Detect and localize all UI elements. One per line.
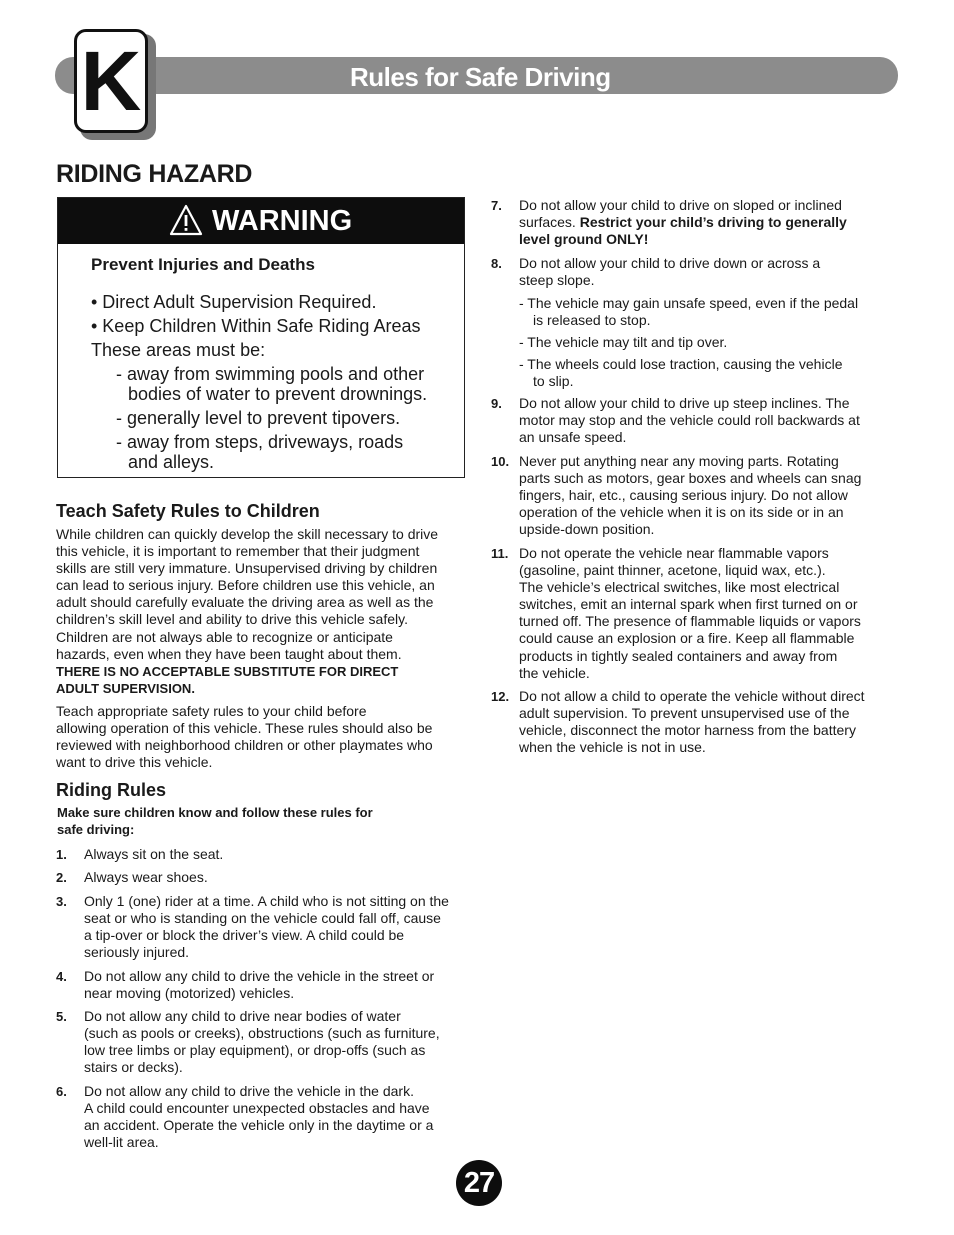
rule-text: [84, 893, 449, 961]
rule-text: [84, 968, 434, 1002]
rule-subitem: [519, 356, 842, 390]
rule-number: 1.: [56, 847, 67, 862]
rule-text: [84, 1083, 433, 1151]
text-line: seat or who is standing on the vehicle could fall off, cause: [84, 910, 441, 927]
text-line: well-lit area.: [84, 1134, 159, 1151]
text-line: switches, emit an internal spark when first turned on or: [519, 596, 858, 613]
warning-areas-intro: These areas must be:: [91, 340, 266, 360]
text-line: is released to stop.: [533, 312, 651, 329]
text-line: children’s skill level and ability to drive this vehicle safely.: [56, 611, 408, 628]
text-line: Do not allow your child to drive up steep inclines. The: [519, 395, 850, 411]
text-line: can lead to serious injury. Before children use this vehicle, an: [56, 577, 435, 594]
rule-number: 6.: [56, 1084, 67, 1099]
teach-heading: Teach Safety Rules to Children: [56, 501, 320, 521]
rule-number: 11.: [491, 546, 509, 561]
warning-area-line: - away from steps, driveways, roads: [116, 432, 404, 452]
text-line: this vehicle, it is important to remember that their judgment: [56, 543, 420, 560]
rule-subitem: [519, 295, 858, 329]
section-letter-tab: K: [74, 29, 148, 133]
rule-text: [519, 197, 847, 248]
teach-paragraph: [56, 526, 438, 663]
teach-paragraph-2: [56, 703, 433, 771]
warning-triangle-icon: [169, 204, 203, 236]
rule-number: 2.: [56, 870, 67, 885]
rule-number: 10.: [491, 454, 510, 469]
page-title: Rules for Safe Driving: [350, 62, 611, 92]
warning-label: WARNING: [212, 205, 353, 237]
warning-subtitle: Prevent Injuries and Deaths: [91, 255, 315, 274]
text-line: steep slope.: [519, 272, 595, 289]
text-line: could cause an explosion or a fire. Keep all flammable: [519, 630, 855, 647]
rule-number: 9.: [491, 396, 502, 411]
text-line: Teach appropriate safety rules to your child before: [56, 703, 367, 719]
warning-bullet: • Direct Adult Supervision Required.: [91, 292, 377, 312]
warning-area-line: - generally level to prevent tipovers.: [116, 408, 401, 428]
text-line: Do not allow any child to drive near bodies of water: [84, 1008, 401, 1024]
supervision-notice: [56, 663, 398, 697]
rule-text: [84, 1008, 440, 1076]
text-line: operation of the vehicle when it is on its side or in an: [519, 504, 844, 521]
text-line: - The wheels could lose traction, causing the vehicle: [519, 356, 843, 372]
text-line: skills are still very immature. Unsupervised driving by children: [56, 560, 438, 577]
rule-text: [84, 869, 208, 886]
warning-bullet: • Keep Children Within Safe Riding Areas: [91, 316, 421, 336]
text-line: A child could encounter unexpected obstacles and have: [84, 1100, 430, 1117]
rule-text: [519, 453, 861, 538]
text-line: Children are not always able to recognize or anticipate: [56, 628, 393, 645]
text-line: Never put anything near any moving parts. Rotating: [519, 453, 839, 469]
text-line: want to drive this vehicle.: [56, 754, 213, 771]
text-line: parts such as motors, gear boxes and wheels can snag: [519, 470, 862, 487]
page-number: 27: [456, 1160, 502, 1206]
text-line: Do not allow any child to drive the vehicle in the dark.: [84, 1083, 414, 1099]
text-line: - The vehicle may tilt and tip over.: [519, 334, 728, 350]
text-line: Make sure children know and follow these rules for: [57, 805, 373, 820]
text-line: [519, 214, 847, 231]
text-line: stairs or decks).: [84, 1059, 183, 1076]
rule-number: 12.: [491, 689, 510, 704]
text-line: safe driving:: [57, 822, 135, 837]
text-line: motor may stop and the vehicle could roll backwards at: [519, 412, 860, 429]
text-line: THERE IS NO ACCEPTABLE SUBSTITUTE FOR DIRECT: [56, 664, 399, 679]
rule-subitem: [519, 334, 727, 351]
text-line: adult supervision. To prevent unsupervised use of the: [519, 705, 850, 722]
rule-number: 7.: [491, 198, 502, 213]
text-line: to slip.: [533, 373, 574, 390]
rule-number: 4.: [56, 969, 67, 984]
rule-number: 5.: [56, 1009, 67, 1024]
text-line: reviewed with neighborhood children or other playmates who: [56, 737, 433, 754]
text-line: a tip-over or block the driver’s view. A child could be: [84, 927, 405, 944]
text-line: upside-down position.: [519, 521, 655, 538]
text-line: Do not allow your child to drive down or across a: [519, 255, 821, 271]
text-line: low tree limbs or play equipment), or drop-offs (such as: [84, 1042, 426, 1059]
text-line: - The vehicle may gain unsafe speed, even if the pedal: [519, 295, 859, 311]
rule-text: [519, 545, 861, 682]
text-line: vehicle, disconnect the motor harness from the battery: [519, 722, 856, 739]
riding-rules-intro: [57, 804, 373, 838]
emphasis-text: level ground ONLY!: [519, 231, 649, 248]
text-line: (gasoline, paint thinner, acetone, liquid wax, etc.).: [519, 562, 826, 579]
text-line: turned off. The presence of flammable liquids or vapors: [519, 613, 861, 630]
section-heading: RIDING HAZARD: [56, 160, 253, 188]
rule-number: 3.: [56, 894, 67, 909]
text-line: when the vehicle is not in use.: [519, 739, 706, 756]
text-line: an accident. Operate the vehicle only in the daytime or a: [84, 1117, 434, 1134]
text-line: [519, 231, 847, 248]
rule-number: 8.: [491, 256, 502, 271]
text-line: the vehicle.: [519, 664, 590, 681]
warning-box: [57, 197, 465, 478]
text-line: seriously injured.: [84, 944, 190, 961]
rule-text: [519, 688, 865, 756]
text-line: Always wear shoes.: [84, 869, 208, 885]
text-line: near moving (motorized) vehicles.: [84, 985, 295, 1002]
rule-text: [519, 255, 820, 289]
warning-area-line: - away from swimming pools and other: [116, 364, 425, 384]
text-line: (such as pools or creeks), obstructions (such as furniture,: [84, 1025, 440, 1042]
riding-rules-heading: Riding Rules: [56, 780, 167, 800]
text-line: allowing operation of this vehicle. These rules should also be: [56, 720, 433, 737]
warning-area-line: and alleys.: [128, 452, 215, 472]
text-line: The vehicle’s electrical switches, like most electrical: [519, 579, 840, 596]
text-line: Do not allow your child to drive on sloped or inclined: [519, 197, 842, 213]
text-line: ADULT SUPERVISION.: [56, 681, 195, 696]
warning-area-line: bodies of water to prevent drownings.: [128, 384, 428, 404]
warning-bar: [58, 198, 464, 244]
text-line: Only 1 (one) rider at a time. A child who is not sitting on the: [84, 893, 449, 909]
text-line: products in tightly sealed containers and away from: [519, 647, 838, 664]
text-line: Do not allow a child to operate the vehicle without direct: [519, 688, 865, 704]
text-line: Always sit on the seat.: [84, 846, 224, 862]
text-line: hazards, even when they have been taught about them.: [56, 645, 402, 662]
text-line: Do not operate the vehicle near flammable vapors: [519, 545, 829, 561]
emphasis-text: Restrict your child’s driving to generally: [579, 214, 847, 231]
text-line: While children can quickly develop the skill necessary to drive: [56, 526, 439, 542]
rule-text: [84, 846, 223, 863]
text-line: adult should carefully evaluate the driving area as well as the: [56, 594, 434, 611]
text-span: surfaces.: [519, 214, 580, 231]
text-line: fingers, hair, etc., causing serious injury. Do not allow: [519, 487, 848, 504]
text-line: Do not allow any child to drive the vehicle in the street or: [84, 968, 435, 984]
rule-text: [519, 395, 860, 446]
text-line: an unsafe speed.: [519, 429, 627, 446]
